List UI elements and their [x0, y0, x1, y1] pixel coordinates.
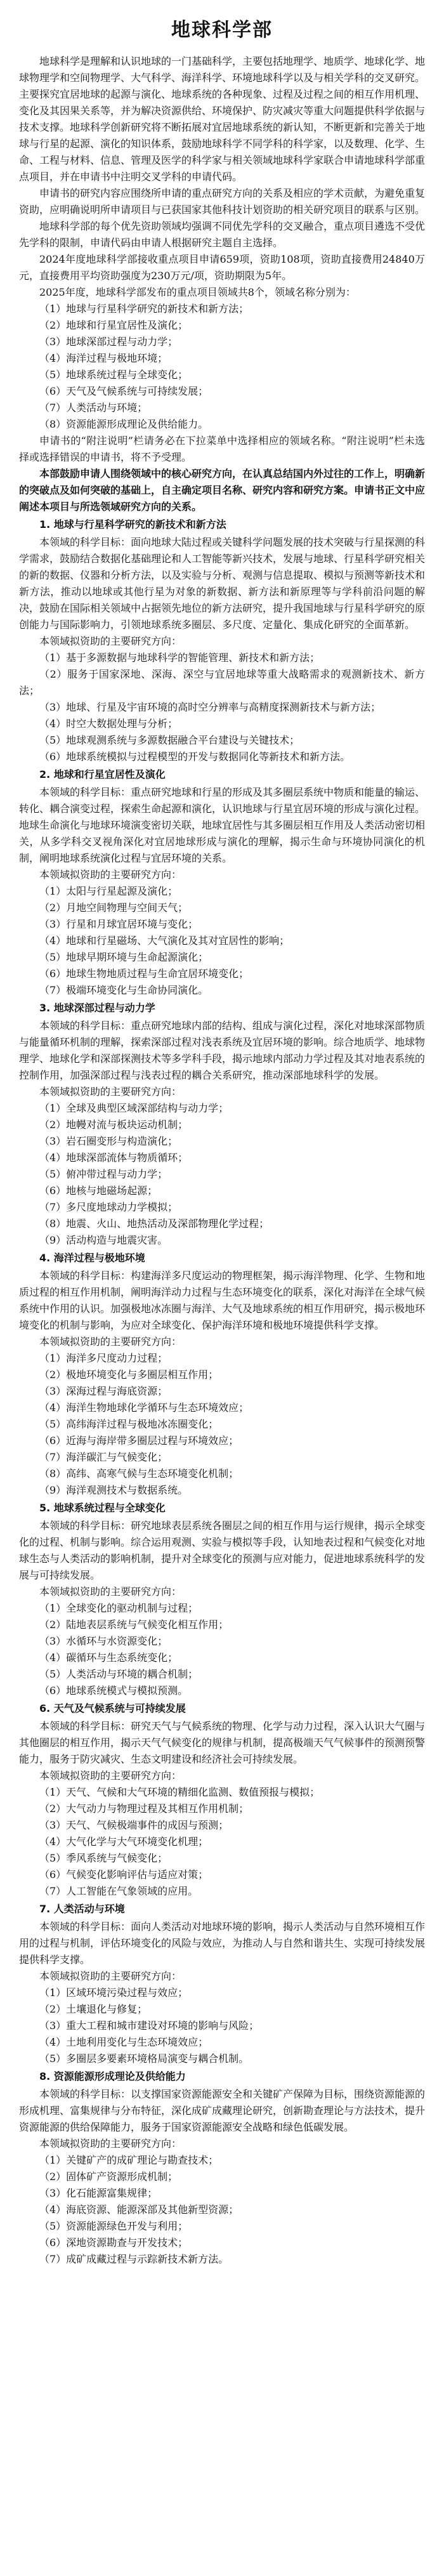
section-item: （6）地球系统模拟与过程模型的开发与数据同化等新技术和新方法。	[39, 751, 351, 763]
domain-item: （5）地球系统过程与全球变化；	[39, 369, 188, 381]
section-item: （6）地核与地磁场起源；	[39, 1185, 158, 1197]
section-item: （1）基于多源数据与地球科学的智能管理、新技术和新方法；	[39, 652, 320, 664]
section-lead: 本领域拟资助的主要研究方向：	[39, 1086, 182, 1098]
section-item: （9）活动构造与地震灾害。	[39, 1234, 168, 1246]
section-item: （4）地球和行星磁场、大气演化及其对宜居性的影响；	[39, 935, 290, 947]
domain-item: （8）资源能源形成理论及供给能力。	[39, 418, 209, 430]
section-item: （7）海洋碳汇与气候变化；	[39, 1451, 168, 1463]
section-block	[19, 766, 425, 999]
section-block	[19, 1700, 425, 1900]
section-heading: 3. 地球深部过程与动力学	[39, 1002, 155, 1014]
section-item: （4）海洋生物地球化学循环与生态环境效应；	[39, 1402, 249, 1414]
intro-block	[19, 53, 425, 301]
section-item: （2）服务于国家深地、深海、深空与宜居地球等重大战略需求的观测新技术、新方法；	[19, 668, 425, 697]
section-item: （2）土壤退化与修复；	[39, 2003, 148, 2015]
section-item: （3）深海过程与海底资源；	[39, 1385, 168, 1397]
section-heading: 8. 资源能源形成理论及供给能力	[39, 2070, 186, 2082]
intro-paragraph: 申请书的研究内容应围绕所申请的重点研究方向的关系及相应的学术贡献，为避免重复资助，应明确说明所申请项目与已获国家其他科技计划资助的相关研究项目的联系与区别。	[19, 187, 426, 216]
section-item: （7）人工智能在气象领域的应用。	[39, 1885, 199, 1897]
section-item: （8）地震、火山、地热活动及深部物理化学过程；	[39, 1218, 270, 1230]
section-item: （5）人类活动与环境的耦合机制；	[39, 1668, 199, 1680]
section-lead: 本领域拟资助的主要研究方向：	[39, 635, 182, 647]
section-item: （1）区域环境污染过程与效应；	[39, 1987, 188, 1999]
section-goal: 本领域的科学目标：重点研究地球和行星的形成及其多圈层系统中物质和能量的输运、转化、耦合演变过程，探索生命起源和演化，认识地球与行星宜居环境的形成与演化过程。地球生命演化与地球环境演变密切关联，地球宜居性与其多圈层相互作用及人类活动密切相关，从多学科交叉视角深化对宜居地球形成与演化的理解，揭示生命与环境协同演化的机制，阐明地球系统演化过程与宜居环境的关系。	[19, 786, 426, 864]
section-block	[19, 1901, 425, 2067]
encourage-note: 本部鼓励申请人围绕领域中的核心研究方向，在认真总结国内外过往的工作上，明确新的突破点及如何突破的基础上，自主确定项目名称、研究内容和研究方案。申请书正文中应阐述本项目与所选领域研究方向的关系。	[19, 468, 426, 513]
section-goal: 本领域的科学目标：构建海洋多尺度运动的物理框架，揭示海洋物理、化学、生物和地质过程的相互作用机制，阐明海洋动力过程与生态环境变化的联系，深化对海洋在全球气候系统中作用的认识。加强极地冰冻圈与海洋、大气及地球系统的相互作用研究，揭示极地环境变化的机制与影响，为应对全球变化、保护海洋环境和极地环境提供科学支撑。	[19, 1270, 426, 1331]
domain-item: （1）地球与行星科学研究的新技术和新方法；	[39, 303, 249, 315]
section-lead: 本领域拟资助的主要研究方向：	[39, 1970, 182, 1982]
section-lead: 本领域拟资助的主要研究方向：	[39, 1336, 182, 1348]
section-item: （4）地球深部流体与物质循环；	[39, 1152, 188, 1164]
domain-list	[19, 301, 425, 433]
section-item: （1）天气、气候和大气环境的精细化监测、数值预报与模拟；	[39, 1786, 320, 1798]
section-block	[19, 516, 425, 765]
section-block	[19, 2068, 425, 2268]
section-item: （7）成矿成藏过程与示踪新技术新方法。	[39, 2253, 229, 2265]
section-item: （4）土地利用变化与生态环境效应；	[39, 2036, 209, 2048]
section-item: （1）关键矿产的成矿理论与勘查技术；	[39, 2154, 219, 2166]
section-item: （3）天气、气候极端事件的成因与预测；	[39, 1819, 229, 1831]
section-goal: 本领域的科学目标：研究地球表层系统各圈层之间的相互作用与运行规律，揭示全球变化的过程、机制与影响。综合运用观测、实验与模拟等手段，认知地表过程和气候变化对地球生态与人类活动的影响机制，提升对全球变化的预测与应对能力，促进地球系统科学的发展与可持续发展。	[19, 1520, 426, 1581]
section-item: （4）时空大数据处理与分析；	[39, 718, 178, 730]
section-goal: 本领域的科学目标：面向人类活动对地球环境的影响，揭示人类活动与自然环境相互作用的过程与机制，评估环境变化的风险与效应，为推动人与自然和谐共生、实现可持续发展提供科学支撑。	[19, 1921, 426, 1966]
section-lead: 本领域拟资助的主要研究方向：	[39, 1586, 182, 1598]
section-item: （2）月地空间物理与空间天气；	[39, 902, 188, 914]
section-item: （7）极端环境变化与生命协同演化。	[39, 984, 209, 996]
section-item: （4）海底资源、能源深部及其他新型资源；	[39, 2204, 239, 2216]
section-item: （5）地球早期环境与生命起源演化；	[39, 951, 209, 963]
domain-item: （7）人类活动与环境；	[39, 402, 148, 414]
section-item: （5）季风系统与气候变化；	[39, 1852, 168, 1864]
domain-item: （4）海洋过程与极地环境；	[39, 352, 168, 364]
section-item: （8）高纬、高寒气候与生态环境变化机制；	[39, 1468, 239, 1480]
section-item: （6）地球系统模式与模拟预测。	[39, 1685, 188, 1697]
section-heading: 5. 地球系统过程与全球变化	[39, 1502, 166, 1514]
section-item: （5）资源能源绿色开发与利用；	[39, 2220, 188, 2232]
section-item: （1）海洋多尺度动力过程；	[39, 1352, 168, 1364]
section-item: （6）气候变化影响评估与适应对策；	[39, 1869, 209, 1881]
section-item: （3）地球、行星及宇宙环境的高时空分辨率与高精度探测新技术与新方法；	[39, 701, 381, 713]
domain-item: （3）地球深部过程与动力学；	[39, 336, 178, 348]
section-heading: 6. 天气及气候系统与可持续发展	[39, 1702, 186, 1714]
section-block	[19, 1000, 425, 1249]
section-item: （2）陆地表层系统与气候变化相互作用；	[39, 1619, 229, 1631]
section-item: （6）地球生物地质过程与生命宜居环境变化；	[39, 968, 249, 980]
section-item: （6）近海与海岸带多圈层过程与环境效应；	[39, 1435, 239, 1447]
section-lead: 本领域拟资助的主要研究方向：	[39, 2138, 182, 2150]
section-item: （2）固体矿产资源形成机制；	[39, 2171, 178, 2183]
section-goal: 本领域的科学目标：面向地球大陆过程或关键科学问题发展的技术突破与行星探测的科学需求，鼓励结合数据化基础理论和人工智能等新兴技术，发展与地球、行星科学研究相关的新的数据、仪器和分析方法，以及实验与分析、观测与信息提取、模拟与预测等新技术和新方法，推动以地球或其他行星为对象的新数据、新方法和新原理等与学科前沿问题的解决，鼓励在国际相关领域中占据领先地位的新方法研究，提升我国地球与行星科学研究的原创能力与国际影响力，引领地球系统多圈层、多尺度、定量化、集成化研究的全面革新。	[19, 536, 426, 631]
page-title: 地球科学部	[171, 19, 273, 41]
section-item: （3）岩石圈变形与构造演化；	[39, 1135, 178, 1147]
section-item: （5）地球观测系统与多源数据融合平台建设与关键技术；	[39, 734, 300, 746]
section-block	[19, 1250, 425, 1499]
section-heading: 4. 海洋过程与极地环境	[39, 1252, 145, 1264]
section-item: （4）碳循环与生态系统变化；	[39, 1652, 178, 1664]
section-item: （6）深地资源勘查与开发技术；	[39, 2237, 188, 2249]
section-item: （5）多圈层多要素环境格局演变与耦合机制。	[39, 2053, 249, 2065]
section-item: （1）全球变化的驱动机制与过程；	[39, 1602, 199, 1614]
section-item: （3）行星和月球宜居环境与变化；	[39, 918, 199, 930]
section-goal: 本领域的科学目标：研究天气与气候系统的物理、化学与动力过程，深入认识大气圈与其他圈层的相互作用，揭示天气气候变化的规律与机制，提高极端天气气候事件的预测预警能力，服务于防灾减灾、生态文明建设和经济社会可持续发展。	[19, 1720, 426, 1765]
section-item: （7）多尺度地球动力学模拟；	[39, 1201, 178, 1213]
intro-paragraph: 2025年度，地球科学部发布的重点项目领域共8个，领域名称分别为：	[39, 286, 356, 298]
attachment-note: 申请书的“附注说明”栏请务必在下拉菜单中选择相应的领域名称。“附注说明”栏未选择或选择错误的申请书，将不予受理。	[19, 435, 425, 463]
intro-paragraph: 2024年度地球科学部接收重点项目申请659项，资助108项，资助直接费用24840万元，直接费用平均资助强度为230万元/项，资助期限为5年。	[19, 253, 425, 282]
section-lead: 本领域拟资助的主要研究方向：	[39, 1770, 182, 1782]
domain-item: （2）地球和行星宜居性及演化；	[39, 319, 188, 331]
section-item: （3）化石能源富集规律；	[39, 2187, 158, 2199]
sections-container	[19, 516, 425, 2268]
section-heading: 1. 地球与行星科学研究的新技术和新方法	[39, 518, 226, 530]
section-item: （5）高纬海洋过程与极地冰冻圈变化；	[39, 1418, 219, 1430]
section-item: （3）重大工程和城市建设对环境的影响与风险；	[39, 2020, 259, 2032]
section-item: （2）地幔对流与板块运动机制；	[39, 1119, 188, 1131]
section-item: （1）太阳与行星起源及演化；	[39, 885, 178, 897]
section-block	[19, 1500, 425, 1699]
section-goal: 本领域的科学目标：重点研究地球内部的结构、组成与演化过程，深化对地球深部物质与能量循环机制的理解，探索深部过程对浅表系统及宜居环境的影响。综合地质学、地球物理学、地球化学和深部探测技术等多学科手段，揭示地球内部动力学过程及其对地表系统的控制作用，加强深部过程与浅表过程的耦合关系研究，推动深部地球科学的发展。	[19, 1020, 426, 1081]
section-item: （2）大气动力与物理过程及其相互作用机制；	[39, 1803, 249, 1815]
domain-item: （6）天气及气候系统与可持续发展；	[39, 385, 209, 397]
section-lead: 本领域拟资助的主要研究方向：	[39, 869, 182, 881]
section-item: （2）极地环境变化与多圈层相互作用；	[39, 1369, 219, 1381]
section-item: （3）水循环与水资源变化；	[39, 1635, 168, 1647]
section-item: （5）俯冲带过程与动力学；	[39, 1168, 168, 1180]
section-item: （9）海洋观测技术与数据系统。	[39, 1484, 188, 1496]
section-item: （4）大气化学与大气环境变化机理；	[39, 1836, 209, 1848]
intro-paragraph: 地球科学部的每个优先资助领域均强调不同优先学科的交叉融合，重点项目遴选不受优先学科的限制，申请代码由申请人根据研究主题自主选择。	[19, 220, 426, 249]
section-item: （1）全球及典型区域深部结构与动力学；	[39, 1102, 229, 1114]
section-heading: 2. 地球和行星宜居性及演化	[39, 768, 166, 780]
intro-paragraph: 地球科学是理解和认识地球的一门基础科学，主要包括地理学、地质学、地球化学、地球物理学和空间物理学、大气科学、海洋科学、环境地球科学以及与相关学科的交叉研究。主要探究宜居地球的起源与演化、地球系统的各种现象、过程及过程之间的相互作用机理、变化及其因果关系等，并为解决资源供给、环境保护、防灾减灾等重大问题提供科学依据与技术支撑。地球科学创新研究将不断拓展对宜居地球系统的新认知，不断更新和完善关于地球与行星的起源、演化的知识体系，鼓励地球科学不同学科的科学家，以及数理、化学、生命、工程与材料、信息、管理及医学的科学家与相关领域地球科学家联合申请地球科学部重点项目，并在申请书中注明交叉学科的申请代码。	[19, 55, 426, 183]
section-heading: 7. 人类活动与环境	[39, 1903, 125, 1915]
section-goal: 本领域的科学目标：以支撑国家资源能源安全和关键矿产保障为目标，围绕资源能源的形成机理、富集规律与分布特征，深化成矿成藏理论研究，创新勘查理论与方法技术，提升资源能源的供给保障能力，服务于国家资源能源安全战略和绿色低碳发展。	[19, 2088, 426, 2133]
